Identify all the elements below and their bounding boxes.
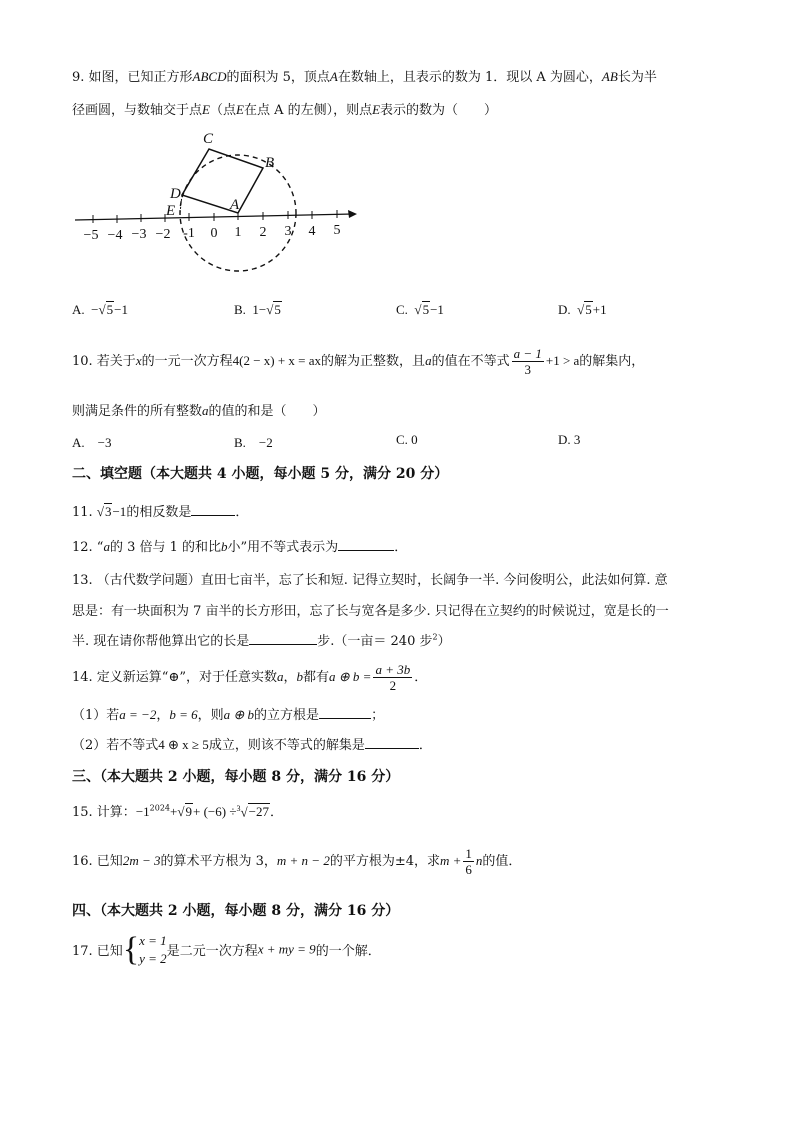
label-b: B <box>265 155 275 171</box>
q17: 17. 已知{x = 1 y = 2是二元一次方程x + my = 9的一个解． <box>72 930 381 968</box>
system-brace: { <box>122 930 140 968</box>
tick-label: −5 <box>83 228 99 243</box>
q10-option-d[interactable]: D. 3 <box>558 432 581 447</box>
section-heading-4: 四、（本大题共 2 小题，每小题 8 分，满分 16 分） <box>72 903 400 919</box>
q10-line2: 则满足条件的所有整数a的值的和是（ ） <box>72 403 326 419</box>
tick-label: 0 <box>210 226 218 241</box>
answer-blank[interactable] <box>338 538 394 551</box>
label-c: C <box>203 131 214 147</box>
label-e: E <box>166 203 176 219</box>
q14-part1: （1）若a = −2，b = 6，则a ⊕ b的立方根是 ； <box>72 707 385 723</box>
label-a: A <box>230 197 240 213</box>
section-heading-3: 三、（本大题共 2 小题，每小题 8 分，满分 16 分） <box>72 769 400 785</box>
q13-line3: 半. 现在请你帮他算出它的长是 步.（一亩＝ 240 步$^2$） <box>72 632 451 649</box>
q10-fraction: $\frac{a - 1}{3}$ <box>513 346 542 377</box>
tick-label: 3 <box>284 224 292 239</box>
axis-arrow <box>348 210 357 218</box>
q11: 11. √3−1的相反数是 ． <box>72 504 249 520</box>
section-heading-fill-in: 二、填空题（本大题共 4 小题，每小题 5 分，满分 20 分） <box>72 466 449 482</box>
q16-fraction: $\frac{1}{6}$ <box>465 846 472 877</box>
q16: 16. 已知2m − 3的算术平方根为 3，m + n − 2的平方根为±4，求m + $\frac{1}{6}$ n的值． <box>72 846 522 877</box>
q9-option-c[interactable]: C. √5−1 <box>396 302 444 317</box>
q14-part2: （2）若不等式4 ⊕ x ≥ 5成立，则该不等式的解集是 ． <box>72 737 432 753</box>
tick-label: 1 <box>234 225 242 240</box>
q14-stem: 14. 定义新运算“⊕”，对于任意实数a，b都有a ⊕ b = $\frac{a + 3b}{2}$ ． <box>72 662 428 693</box>
q10-option-b[interactable]: B. −2 <box>234 435 273 450</box>
tick-label: −3 <box>131 227 147 242</box>
q9-option-d[interactable]: D. √5+1 <box>558 302 607 317</box>
tick-label: -1 <box>183 226 195 241</box>
q9-number-line-figure <box>70 125 370 275</box>
answer-blank[interactable] <box>319 706 371 719</box>
tick-label: −2 <box>155 227 171 242</box>
tick-label: −4 <box>107 228 123 243</box>
q9-option-a[interactable]: A. −√5−1 <box>72 302 128 317</box>
square-abcd <box>182 149 263 213</box>
q10-option-a[interactable]: A. −3 <box>72 435 112 450</box>
tick-label: 4 <box>308 224 316 239</box>
var-abcd: ABCD <box>192 69 227 84</box>
q13-line1: 13. （古代数学问题）直田七亩半，忘了长和短. 记得立契时，长阔争一半. 今问俊明公，此法如何算. 意 <box>72 573 668 588</box>
q14-fraction: $\frac{a + 3b}{2}$ <box>375 662 411 693</box>
var-ab: AB <box>601 69 618 84</box>
q10-options <box>72 432 734 451</box>
var-a: A <box>329 69 338 84</box>
answer-blank[interactable] <box>365 736 419 749</box>
q9-line1: 9. 如图，已知正方形ABCD的面积为 5，顶点A在数轴上，且表示的数为 1．现以 A 为圆心，AB长为半 <box>72 69 657 85</box>
q10-line1: 10. 若关于x的一元一次方程4(2 − x) + x = ax的解为正整数，且a的值在不等式 $\frac{a - 1}{3}$ +1 > a的解集内， <box>72 346 645 377</box>
q10-option-c[interactable]: C. 0 <box>396 432 418 447</box>
answer-blank[interactable] <box>249 632 317 645</box>
q9-options <box>72 302 734 318</box>
label-d: D <box>170 186 181 202</box>
q15: 15. 计算：$-1^{2024}+√9+ (-6) \div^3√-27$． <box>72 803 283 820</box>
q12: 12. “a的 3 倍与 1 的和比b小”用不等式表示为 ． <box>72 539 408 555</box>
q9-option-b[interactable]: B. 1−√5 <box>234 302 281 317</box>
tick-label: 5 <box>333 223 341 238</box>
q9-line2: 径画圆，与数轴交于点E（点E在点 A 的左侧），则点E表示的数为（ ） <box>72 102 498 118</box>
answer-blank[interactable] <box>191 503 235 516</box>
equation-system: x = 1 y = 2 <box>139 933 167 966</box>
tick-label: 2 <box>259 225 267 240</box>
q13-line2: 思是：有一块面积为 7 亩半的长方形田，忘了长与宽各是多少. 只记得在立契约的时候说过，宽是长的一 <box>72 604 669 619</box>
